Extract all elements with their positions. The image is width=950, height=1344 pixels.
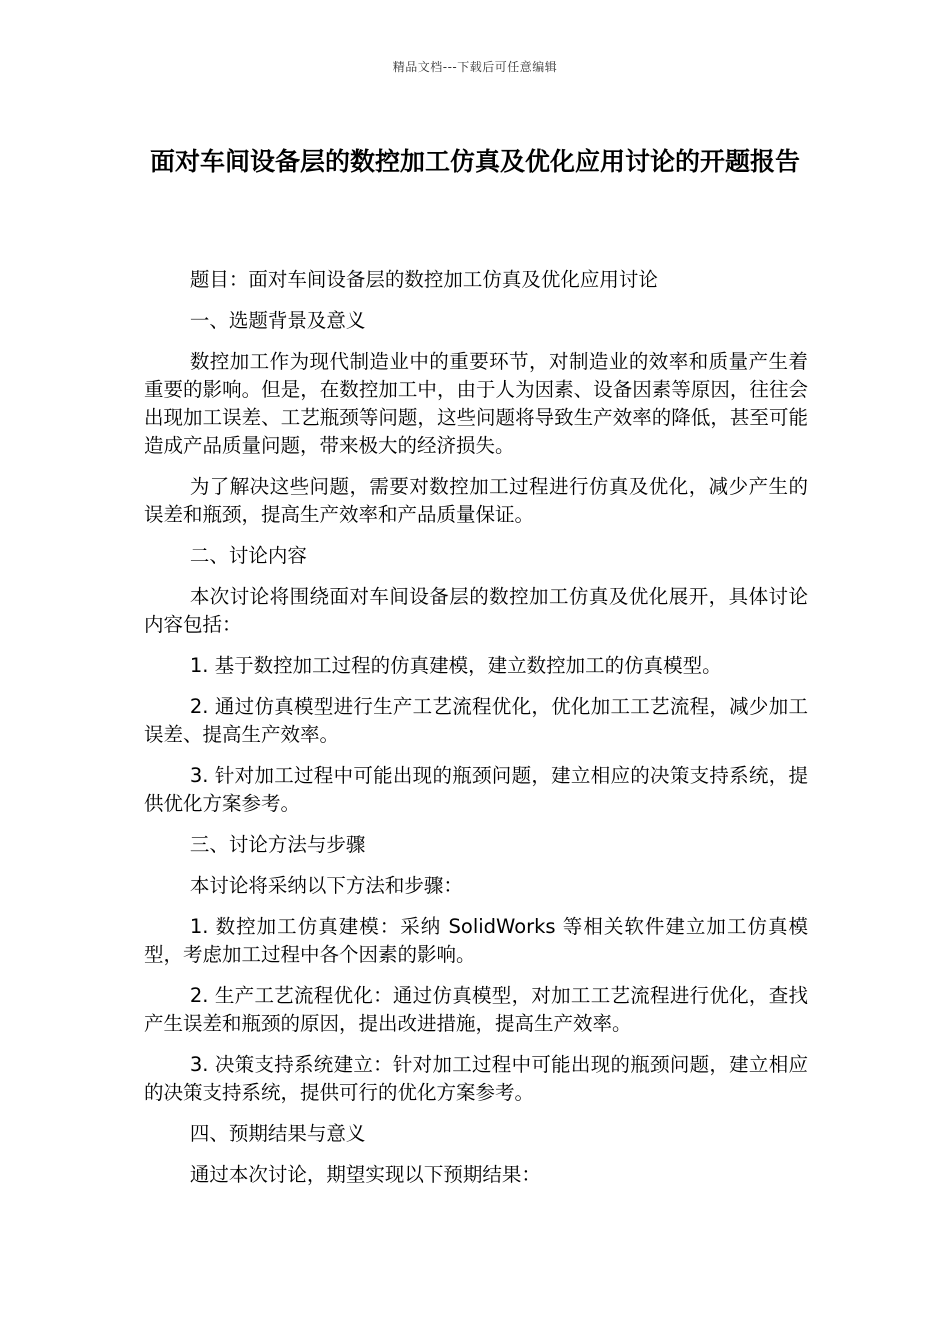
list-item: 2. 通过仿真模型进行生产工艺流程优化，优化加工工艺流程，减少加工误差、提高生产效率。 <box>144 695 808 746</box>
topic-line: 题目：面对车间设备层的数控加工仿真及优化应用讨论 <box>189 268 658 291</box>
section-heading-methods: 三、讨论方法与步骤 <box>189 833 366 856</box>
section-heading-content: 二、讨论内容 <box>189 544 307 567</box>
document-title: 面对车间设备层的数控加工仿真及优化应用讨论的开题报告 <box>149 147 800 176</box>
list-item: 2. 生产工艺流程优化：通过仿真模型，对加工工艺流程进行优化，查找产生误差和瓶颈的原因，提出改进措施，提高生产效率。 <box>144 984 808 1035</box>
list-item: 3. 决策支持系统建立：针对加工过程中可能出现的瓶颈问题，建立相应的决策支持系统，提供可行的优化方案参考。 <box>144 1053 808 1104</box>
paragraph: 本次讨论将围绕面对车间设备层的数控加工仿真及优化展开，具体讨论内容包括： <box>144 585 808 636</box>
paragraph: 数控加工作为现代制造业中的重要环节，对制造业的效率和质量产生着重要的影响。但是，在数控加工中，由于人为因素、设备因素等原因，往往会出现加工误差、工艺瓶颈等问题，这些问题将导致生产效率的降低，甚至可能造成产品质量问题，带来极大的经济损失。 <box>144 350 808 457</box>
paragraph: 通过本次讨论，期望实现以下预期结果： <box>189 1163 541 1186</box>
document-body <box>144 266 808 1202</box>
section-heading-background: 一、选题背景及意义 <box>189 309 366 332</box>
paragraph: 本讨论将采纳以下方法和步骤： <box>189 874 463 897</box>
paragraph: 为了解决这些问题，需要对数控加工过程进行仿真及优化，减少产生的误差和瓶颈，提高生产效率和产品质量保证。 <box>144 475 808 526</box>
list-item: 1. 数控加工仿真建模：采纳 SolidWorks 等相关软件建立加工仿真模型，考虑加工过程中各个因素的影响。 <box>144 915 808 966</box>
list-item: 1. 基于数控加工过程的仿真建模，建立数控加工的仿真模型。 <box>189 654 722 677</box>
section-heading-results: 四、预期结果与意义 <box>189 1122 366 1145</box>
list-item: 3. 针对加工过程中可能出现的瓶颈问题，建立相应的决策支持系统，提供优化方案参考。 <box>144 764 808 815</box>
header-note: 精品文档---下载后可任意编辑 <box>392 60 558 74</box>
